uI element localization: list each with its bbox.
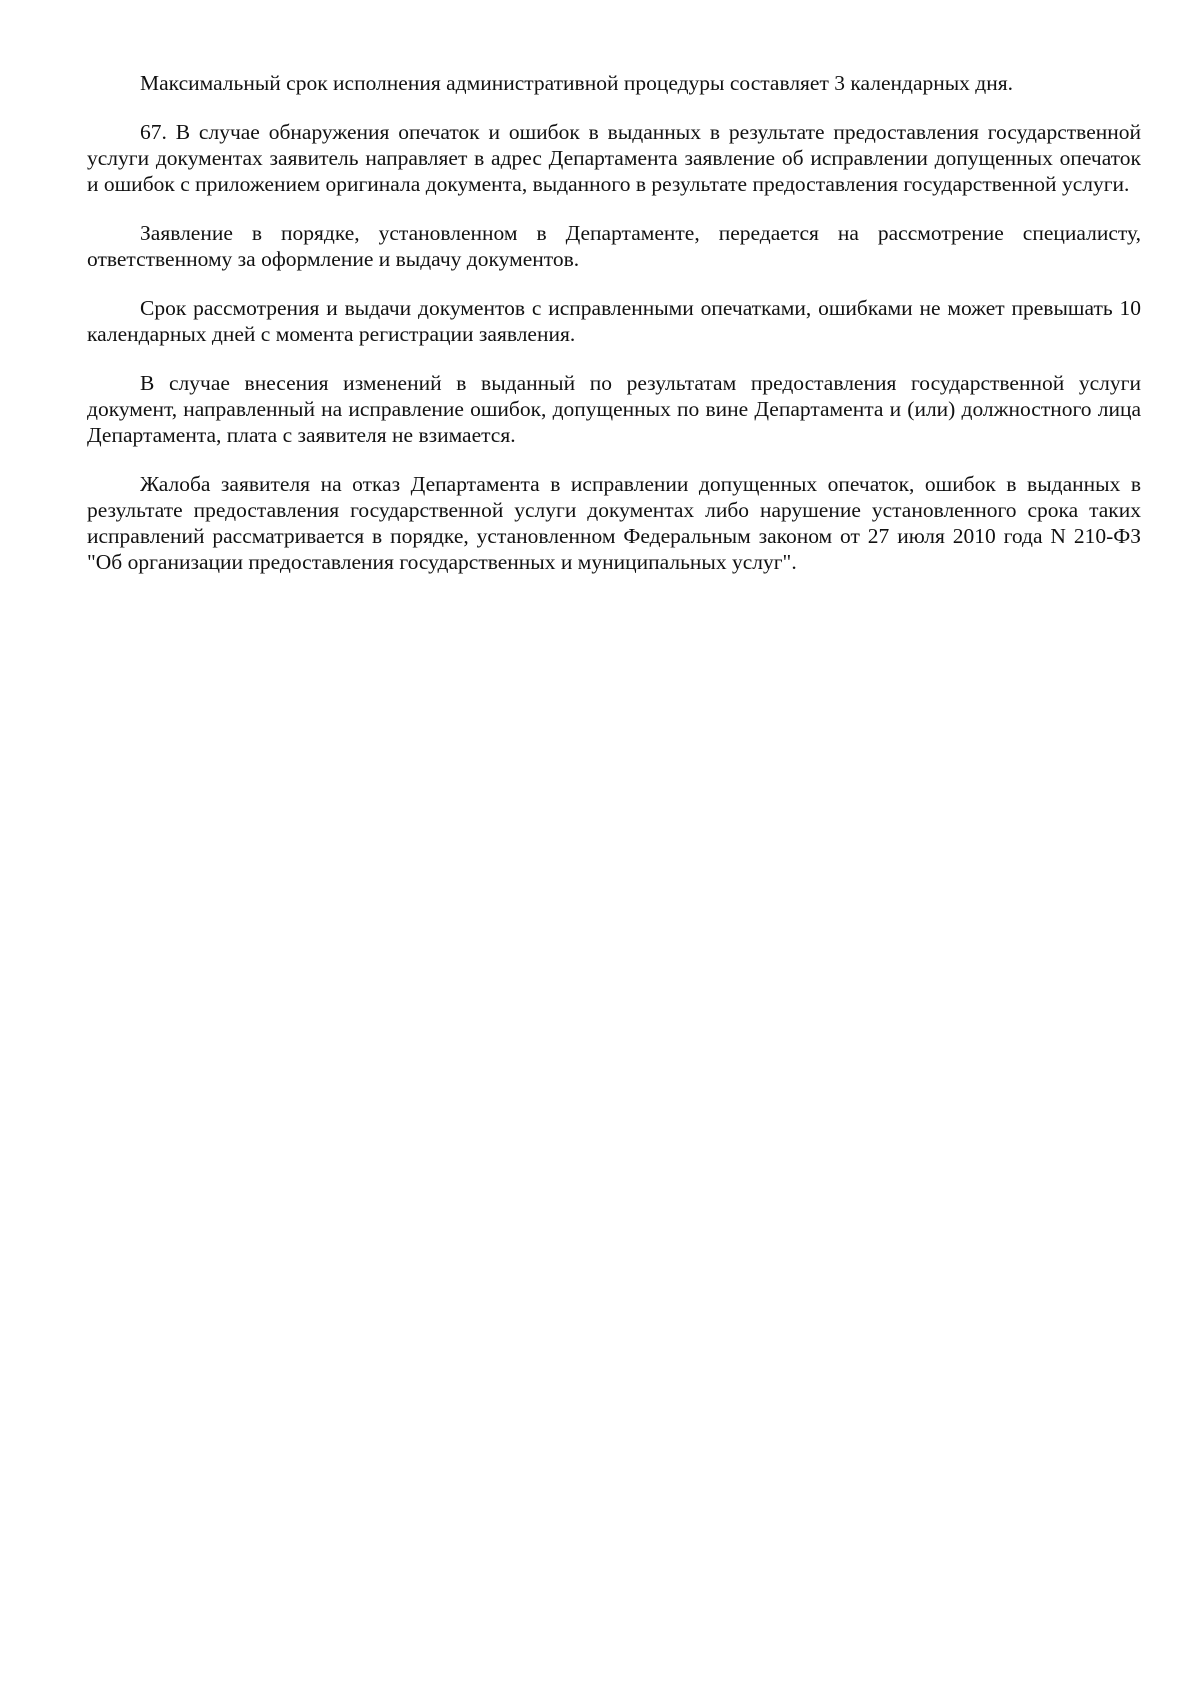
paragraph-no-fee: В случае внесения изменений в выданный по результатам предоставления государственной услуги документ, направленный на исправление ошибок, допущенных по вине Департамента и (или) должностного лица Департамента, плата с заявителя не взимается. (87, 371, 1141, 447)
paragraph-67-errors: 67. В случае обнаружения опечаток и ошибок в выданных в результате предоставления государственной услуги документах заявитель направляет в адрес Департамента заявление об исправлении допущенных опечаток и ошибок с приложением оригинала документа, выданного в результате предоставления государственной услуги. (87, 120, 1141, 196)
paragraph-correction-term: Срок рассмотрения и выдачи документов с исправленными опечатками, ошибками не может превышать 10 календарных дней с момента регистрации заявления. (87, 296, 1141, 346)
paragraph-complaint: Жалоба заявителя на отказ Департамента в исправлении допущенных опечаток, ошибок в выданных в результате предоставления государственной услуги документах либо нарушение установленного срока таких исправлений рассматривается в порядке, установленном Федеральным законом от 27 июля 2010 года N 210-ФЗ "Об организации предоставления государственных и муниципальных услуг". (87, 472, 1141, 574)
document-page (87, 70, 1141, 598)
paragraph-max-term: Максимальный срок исполнения административной процедуры составляет 3 календарных дня. (140, 71, 1014, 95)
paragraph-application-review: Заявление в порядке, установленном в Департаменте, передается на рассмотрение специалисту, ответственному за оформление и выдачу документов. (87, 221, 1141, 271)
